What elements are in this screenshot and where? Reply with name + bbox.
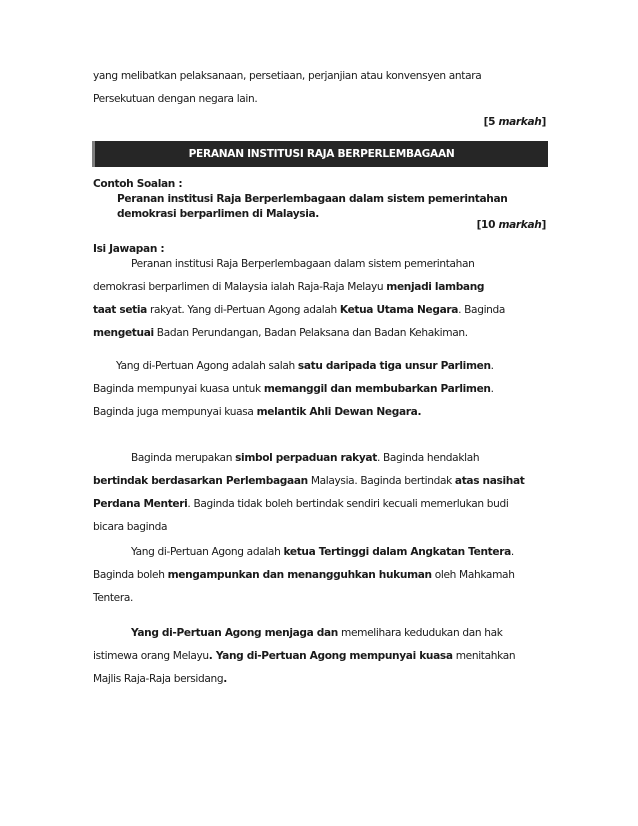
answer-paragraph-4: Yang di-Pertuan Agong adalah ketua Tertinggi dalam Angkatan Tentera. Baginda boleh mengampunkan dan menangguhkan hukuman oleh Mahkamah Tentera.	[93, 546, 515, 604]
question-line-1: Peranan institusi Raja Berperlembagaan dalam sistem pemerintahan	[117, 193, 508, 205]
intro-marks: [5 markah]	[483, 116, 546, 128]
intro-line-1: yang melibatkan pelaksanaan, persetiaan, perjanjian atau konvensyen antara	[93, 70, 482, 82]
answer-paragraph-5: Yang di-Pertuan Agong menjaga dan memelihara kedudukan dan hak istimewa orang Melayu. Yang di-Pertuan Agong mempunyai kuasa menitahkan Majlis Raja-Raja bersidang.	[93, 627, 516, 685]
question-marks: [10 markah]	[476, 219, 546, 231]
section-banner: PERANAN INSTITUSI RAJA BERPERLEMBAGAAN	[92, 141, 548, 167]
intro-paragraph	[93, 65, 546, 111]
intro-line-2: Persekutuan dengan negara lain.	[93, 93, 258, 105]
answer-paragraph-1: Peranan institusi Raja Berperlembagaan dalam sistem pemerintahan demokrasi berparlimen di Malaysia ialah Raja-Raja Melayu menjadi lambang taat setia rakyat. Yang di-Pertuan Agong adalah Ketua Utama Negara. Baginda mengetuai Badan Perundangan, Badan Pelaksana dan Badan Kehakiman.	[93, 258, 506, 339]
question-label: Contoh Soalan :	[93, 178, 183, 190]
answer-paragraph-3: Baginda merupakan simbol perpaduan rakyat. Baginda hendaklah bertindak berdasarkan Perlembagaan Malaysia. Baginda bertindak atas nasihat Perdana Menteri. Baginda tidak boleh bertindak sendiri kecuali memerlukan budi bicara baginda	[93, 452, 525, 533]
question-block	[93, 177, 546, 222]
answer-paragraph-2: Yang di-Pertuan Agong adalah salah satu daripada tiga unsur Parlimen. Baginda mempunyai kuasa untuk memanggil dan membubarkan Parlimen. Baginda juga mempunyai kuasa melantik Ahli Dewan Negara.	[93, 360, 494, 418]
question-line-2: demokrasi berparlimen di Malaysia.	[117, 208, 319, 220]
answer-label: Isi Jawapan :	[93, 243, 165, 255]
